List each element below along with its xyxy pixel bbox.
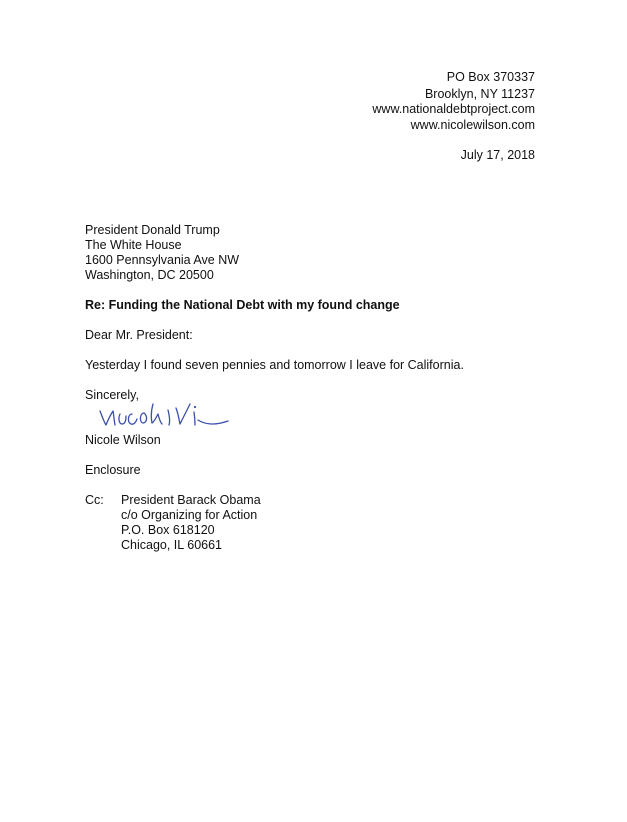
recipient-city-line: Washington, DC 20500 bbox=[85, 268, 214, 282]
handwritten-signature bbox=[96, 398, 241, 432]
enclosure-note: Enclosure bbox=[85, 463, 141, 477]
cc-line: c/o Organizing for Action bbox=[121, 508, 258, 522]
cc-line: Chicago, IL 60661 bbox=[121, 538, 223, 552]
signature-name: Nicole Wilson bbox=[85, 433, 161, 447]
cc-line: President Barack Obama bbox=[121, 493, 261, 507]
recipient-street: 1600 Pennsylvania Ave NW bbox=[85, 253, 240, 267]
subject-line: Re: Funding the National Debt with my found change bbox=[85, 298, 400, 312]
salutation: Dear Mr. President: bbox=[85, 328, 193, 342]
recipient-org: The White House bbox=[85, 238, 182, 252]
sender-website-2: www.nicolewilson.com bbox=[410, 118, 535, 132]
sender-website-1: www.nationaldebtproject.com bbox=[372, 102, 535, 116]
sender-city-line: Brooklyn, NY 11237 bbox=[424, 87, 535, 101]
closing: Sincerely, bbox=[85, 388, 139, 402]
letter-date: July 17, 2018 bbox=[460, 148, 535, 162]
sender-po-box: PO Box 370337 bbox=[446, 70, 535, 84]
cc-label: Cc: bbox=[85, 493, 104, 507]
recipient-name: President Donald Trump bbox=[85, 223, 220, 237]
cc-line: P.O. Box 618120 bbox=[121, 523, 215, 537]
body-paragraph: Yesterday I found seven pennies and tomorrow I leave for California. bbox=[85, 358, 464, 372]
